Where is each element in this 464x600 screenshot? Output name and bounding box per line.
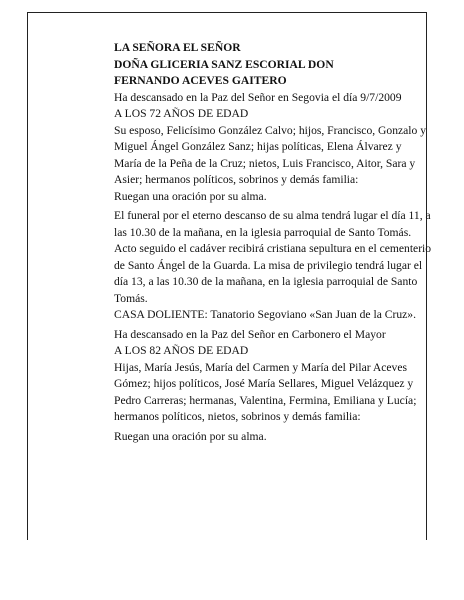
death-statement-2: Ha descansado en la Paz del Señor en Carbonero el Mayor <box>114 327 386 341</box>
prayer-line-1: Ruegan una oración por su alma. <box>114 189 267 203</box>
notice-header: LA SEÑORA EL SEÑOR <box>114 41 241 54</box>
age-statement-2: A LOS 82 AÑOS DE EDAD <box>114 344 249 357</box>
family-paragraph-2: Hijas, María Jesús, María del Carmen y María del Pilar Aceves Gómez; hijos políticos, José María Sellares, Miguel Velázquez y Pedro Carreras; hermanas, Valentina, Fermina, Emiliana y Lucía; hermanos políticos, nietos, sobrinos y demás familia: <box>114 360 417 423</box>
family-paragraph-1: Su esposo, Felicísimo González Calvo; hijos, Francisco, Gonzalo y Miguel Ángel González Sanz; hijas políticas, Elena Álvarez y María de la Peña de la Cruz; nietos, Luis Francisco, Aitor, Sara y Asier; hermanos políticos, sobrinos y demás familia: <box>114 123 427 186</box>
casa-doliente: CASA DOLIENTE: Tanatorio Segoviano «San Juan de la Cruz». <box>114 308 416 321</box>
age-statement-1: A LOS 72 AÑOS DE EDAD <box>114 107 249 120</box>
deceased-name-line-1: DOÑA GLICERIA SANZ ESCORIAL DON <box>114 57 334 71</box>
death-statement-1: Ha descansado en la Paz del Señor en Segovia el día 9/7/2009 <box>114 90 402 104</box>
funeral-paragraph: El funeral por el eterno descanso de su alma tendrá lugar el día 11, a las 10.30 de la mañana, en la iglesia parroquial de Santo Tomás. Acto seguido el cadáver recibirá cristiana sepultura en el cementerio de Santo Ángel de la Guarda. La misa de privilegio tendrá lugar el día 13, a las 10.30 de la mañana, en la iglesia parroquial de Santo Tomás. <box>114 209 432 305</box>
obituary-notice <box>114 40 432 445</box>
prayer-line-2: Ruegan una oración por su alma. <box>114 429 267 443</box>
deceased-name-line-2: FERNANDO ACEVES GAITERO <box>114 74 287 87</box>
